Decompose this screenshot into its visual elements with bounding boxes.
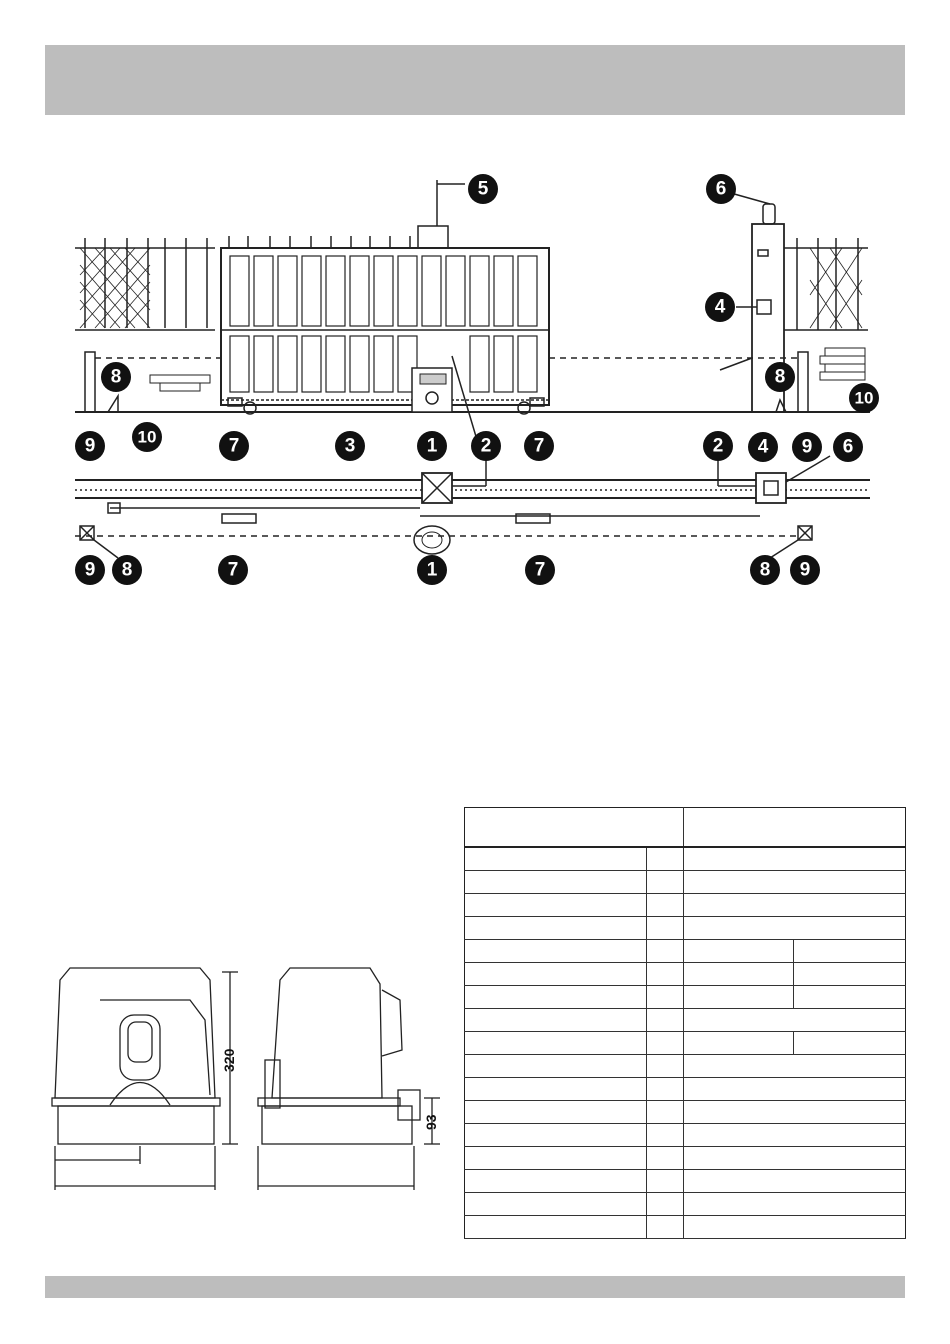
svg-text:8: 8 (759, 559, 771, 581)
table-row (465, 940, 906, 963)
table-row (465, 894, 906, 917)
svg-text:2: 2 (480, 435, 492, 457)
svg-text:1: 1 (426, 435, 438, 457)
table-row (465, 1055, 906, 1078)
svg-text:2: 2 (712, 435, 724, 457)
callout-9-left (75, 431, 105, 461)
callout-4-top (705, 292, 735, 322)
callout-10-right (849, 383, 879, 413)
callout-7-top-right (524, 431, 554, 461)
callout-6-bottom (833, 432, 863, 462)
svg-text:10: 10 (854, 388, 874, 408)
callout-7-bottom-right (525, 555, 555, 585)
table-row (465, 917, 906, 940)
table-row (465, 1101, 906, 1124)
table-row (465, 871, 906, 894)
callout-7-bottom-left (218, 555, 248, 585)
motor-dimensions-drawing (40, 960, 460, 1200)
table-row (465, 1170, 906, 1193)
table-row (465, 986, 906, 1009)
callout-5 (468, 174, 498, 204)
callout-2-left (471, 431, 501, 461)
specification-table (464, 807, 906, 1239)
callout-1-bottom (417, 555, 447, 585)
table-row (465, 1124, 906, 1147)
svg-text:9: 9 (84, 435, 96, 457)
dimension-height-total: 320 (221, 1048, 237, 1072)
svg-text:8: 8 (774, 366, 786, 388)
table-row (465, 963, 906, 986)
footer-band (45, 1276, 905, 1298)
table-row (465, 1078, 906, 1101)
svg-text:1: 1 (426, 559, 438, 581)
svg-text:8: 8 (110, 366, 122, 388)
table-header-row (465, 808, 906, 848)
svg-text:7: 7 (227, 559, 239, 581)
callout-8-bottom-left (112, 555, 142, 585)
callout-9-bottom-left (75, 555, 105, 585)
table-row (465, 1193, 906, 1216)
svg-text:7: 7 (534, 559, 546, 581)
svg-text:9: 9 (84, 559, 96, 581)
callout-8-bottom-right (750, 555, 780, 585)
svg-text:7: 7 (228, 435, 240, 457)
callout-8-left (101, 362, 131, 392)
table-row (465, 1147, 906, 1170)
svg-text:6: 6 (715, 178, 727, 200)
svg-text:8: 8 (121, 559, 133, 581)
svg-text:9: 9 (799, 559, 811, 581)
header-band (45, 45, 905, 115)
callout-7-top-left (219, 431, 249, 461)
callout-6-top (706, 174, 736, 204)
callout-4-bottom (748, 432, 778, 462)
callout-1-top (417, 431, 447, 461)
table-row (465, 1216, 906, 1239)
svg-text:9: 9 (801, 436, 813, 458)
callout-3 (335, 431, 365, 461)
svg-text:3: 3 (344, 435, 356, 457)
callout-9-right (792, 432, 822, 462)
callout-9-bottom-right (790, 555, 820, 585)
installation-diagram (0, 160, 950, 600)
callout-10-left (132, 422, 162, 452)
callout-2-right (703, 431, 733, 461)
table-row (465, 1009, 906, 1032)
svg-text:4: 4 (714, 296, 726, 318)
dimension-height-base: 93 (423, 1114, 439, 1130)
table-row (465, 847, 906, 871)
svg-text:6: 6 (842, 436, 854, 458)
svg-text:10: 10 (137, 427, 157, 447)
svg-text:4: 4 (757, 436, 769, 458)
table-row (465, 1032, 906, 1055)
svg-text:7: 7 (533, 435, 545, 457)
svg-text:5: 5 (477, 178, 489, 200)
callout-8-right (765, 362, 795, 392)
